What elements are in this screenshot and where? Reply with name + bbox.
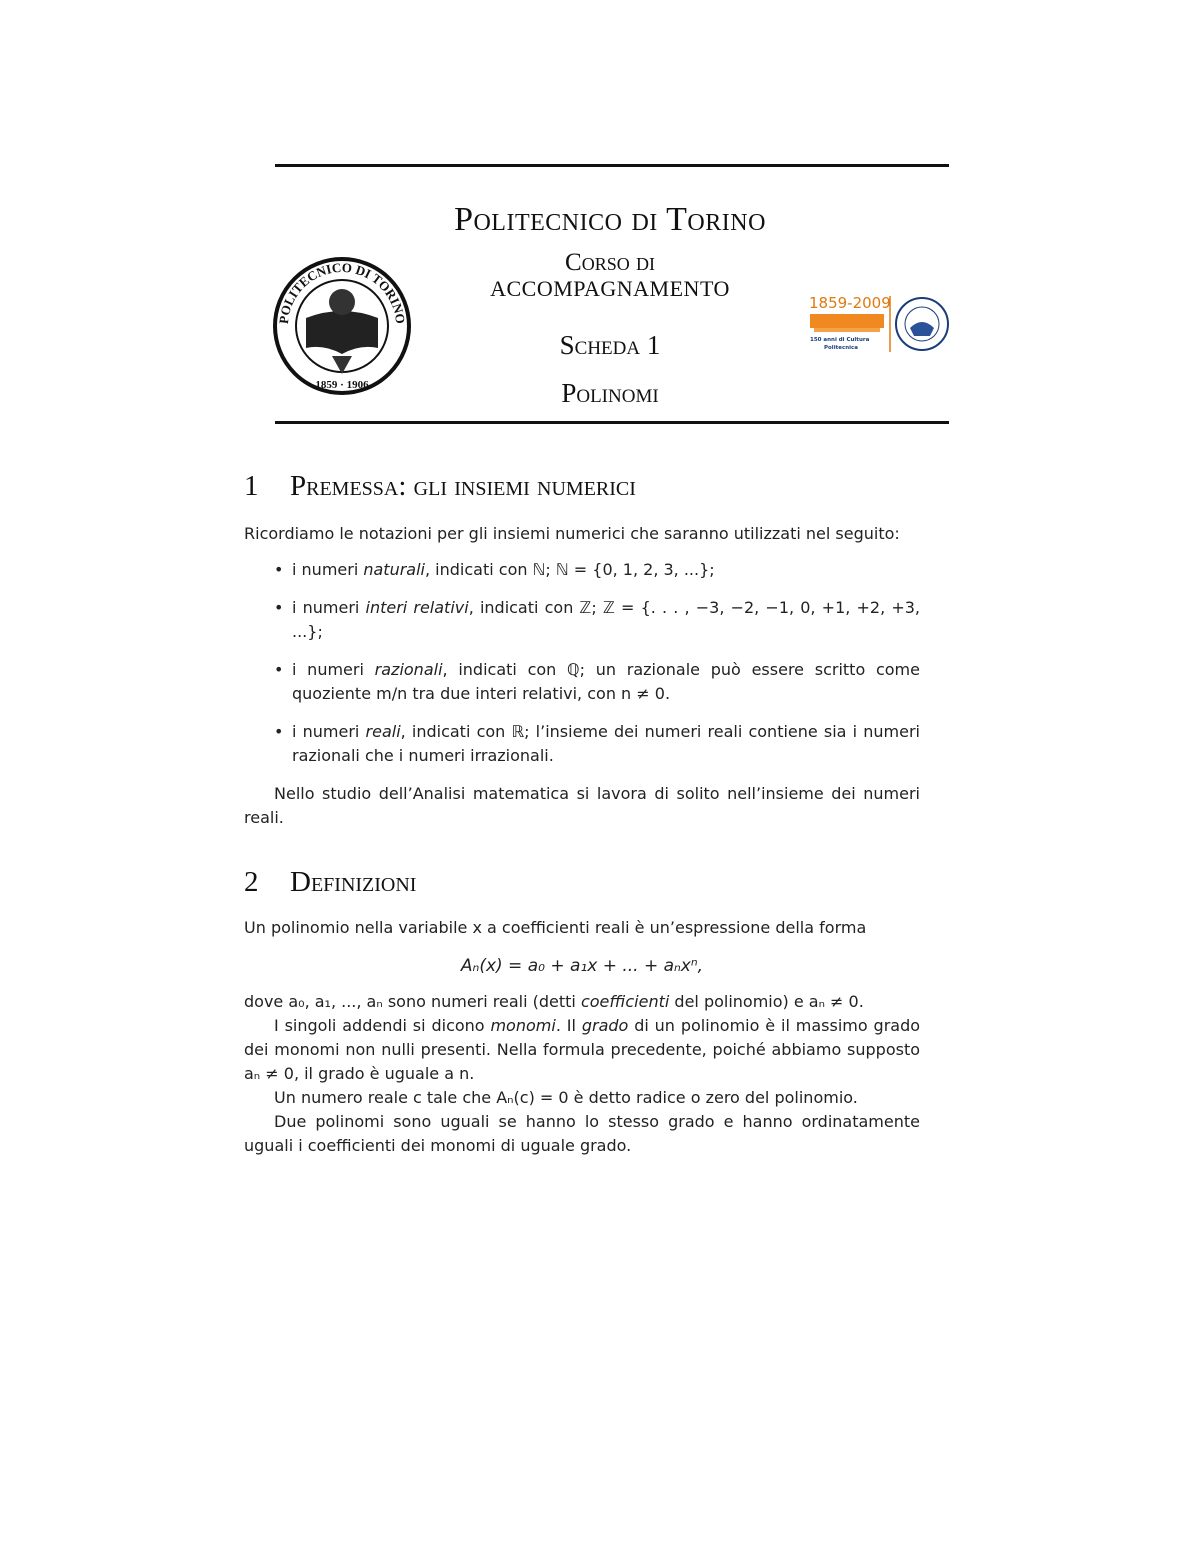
- list-item: • i numeri reali, indicati con ℝ; l’insieme dei numeri reali contiene sia i numeri razionali che i numeri irrazionali.: [274, 722, 920, 765]
- section-1-intro: Ricordiamo le notazioni per gli insiemi numerici che saranno utilizzati nel seguito:: [244, 524, 900, 543]
- course-subtitle: ACCOMPAGNAMENTO: [490, 276, 730, 301]
- sheet-title: Scheda 1: [559, 330, 661, 360]
- section-number: 1: [244, 470, 259, 502]
- title-block: [400, 196, 820, 410]
- section-2-intro: Un polinomio nella variabile x a coefficienti reali è un’espressione della forma: [244, 918, 867, 937]
- anniversary-logo: [806, 292, 950, 356]
- svg-text:1859-2009: 1859-2009: [809, 294, 891, 312]
- section-title: Premessa: gli insiemi numerici: [290, 470, 636, 502]
- course-title: Corso di: [565, 249, 655, 276]
- header-top-rule: [275, 164, 949, 167]
- svg-text:1859 · 1906: 1859 · 1906: [315, 379, 369, 391]
- institution-title: Politecnico di Torino: [454, 201, 766, 238]
- bullet-icon: •: [274, 560, 284, 579]
- list-item: • i numeri naturali, indicati con ℕ; ℕ = {0, 1, 2, 3, ...};: [244, 558, 920, 582]
- section-2-heading: [244, 866, 416, 899]
- coefficients-paragraph: dove a₀, a₁, ..., aₙ sono numeri reali (detti coefficienti del polinomio) e aₙ ≠ 0.: [244, 992, 864, 1011]
- degree-paragraph: I singoli addendi si dicono monomi. Il grado di un polinomio è il massimo grado dei monomi non nulli presenti. Nella formula precedente, poiché abbiamo supposto aₙ ≠ 0, il grado è uguale a n.: [244, 1016, 921, 1083]
- section-1-body: [244, 522, 920, 830]
- number-sets-list: [244, 558, 920, 768]
- bullet-icon: •: [274, 598, 284, 617]
- svg-text:POLITECNICO DI TORINO: POLITECNICO DI TORINO: [275, 259, 409, 325]
- list-item: • i numeri interi relativi, indicati con ℤ; ℤ = {. . . , −3, −2, −1, 0, +1, +2, +3, ...};: [274, 598, 921, 641]
- section-1-outro: Nello studio dell’Analisi matematica si lavora di solito nell’insieme dei numeri reali.: [244, 784, 920, 827]
- topic-title: Polinomi: [561, 378, 659, 408]
- politecnico-seal-logo: [272, 256, 412, 396]
- header-bottom-rule: [275, 421, 949, 424]
- equality-paragraph: Due polinomi sono uguali se hanno lo stesso grado e hanno ordinatamente uguali i coefficienti dei monomi di uguale grado.: [244, 1112, 920, 1155]
- svg-text:150 anni di Cultura Poli: 150 anni di Cultura Politecnica: [810, 337, 870, 351]
- bullet-icon: •: [274, 660, 284, 679]
- list-item: • i numeri razionali, indicati con ℚ; un razionale può essere scritto come quoziente m/n tra due interi relativi, con n ≠ 0.: [274, 660, 920, 703]
- root-paragraph: Un numero reale c tale che Aₙ(c) = 0 è detto radice o zero del polinomio.: [274, 1088, 858, 1107]
- section-1-heading: [244, 470, 636, 503]
- section-number: 2: [244, 866, 259, 898]
- polynomial-formula: Aₙ(x) = a₀ + a₁x + ... + aₙxⁿ,: [460, 956, 704, 976]
- section-2-body: [244, 916, 920, 1158]
- section-title: Definizioni: [290, 866, 417, 898]
- bullet-icon: •: [274, 722, 284, 741]
